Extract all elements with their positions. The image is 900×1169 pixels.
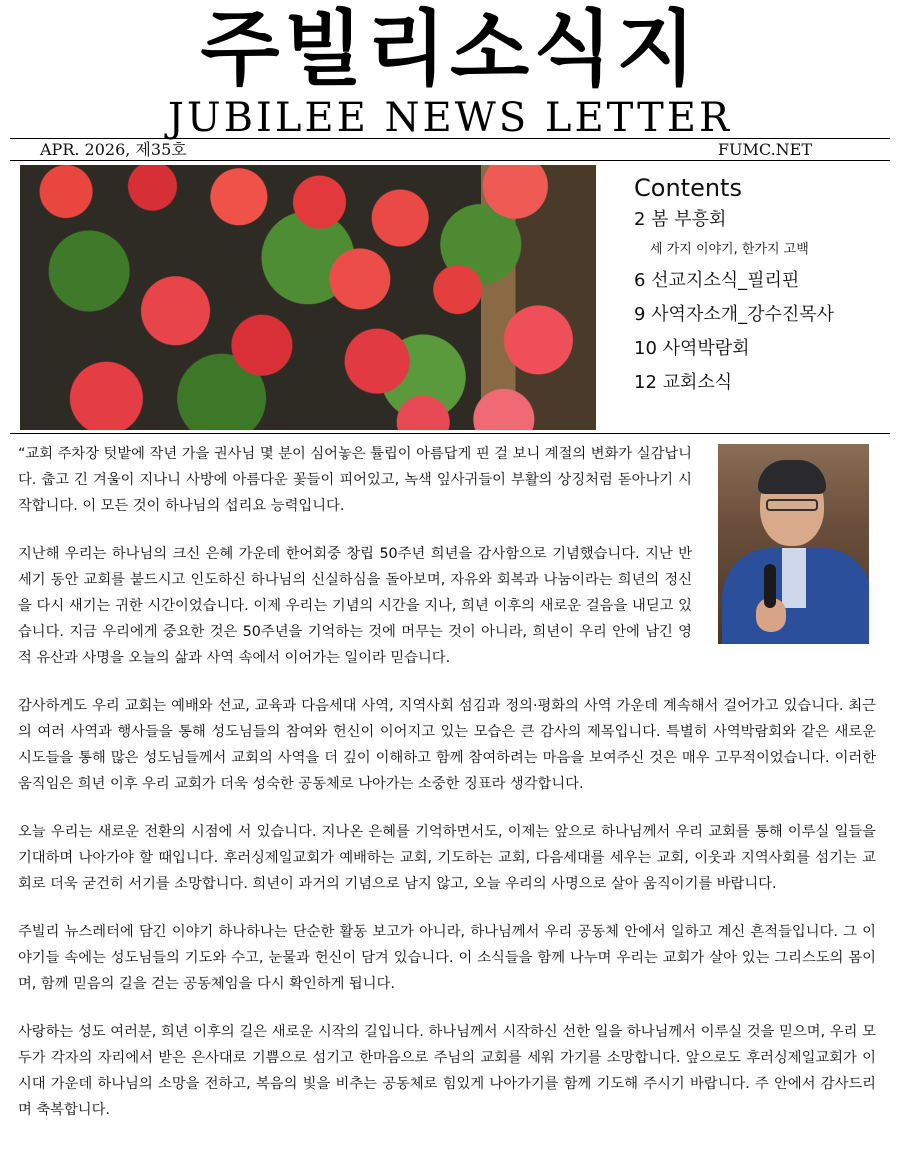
masthead-bottom-rule (10, 160, 890, 161)
issue-date: APR. 2026, 제35호 (40, 140, 187, 159)
article-paragraph: 오늘 우리는 새로운 전환의 시점에 서 있습니다. 지나온 은혜를 기억하면서도, 이제는 앞으로 하나님께서 우리 교회를 통해 이루실 일들을 기대하며 나아가야 할 때입니다. 후러싱제일교회가 예배하는 교회, 기도하는 교회, 다음세대를 세우는 교회, 이웃과 지역사회를 섬기는 교회로 더욱 굳건히 서기를 소망합니다. 희년이 과거의 기념으로 남지 않고, 오늘 우리의 사명으로 살아 움직이기를 바랍니다. (18, 824, 876, 892)
toc-subitem: 세 가지 이야기, 한가지 고백 (650, 242, 809, 257)
toc-item[interactable]: 9 사역자소개_강수진목사 (634, 304, 835, 325)
article-paragraph: 지난해 우리는 하나님의 크신 은혜 가운데 한어회중 창립 50주년 희년을 감사함으로 기념했습니다. 지난 반세기 동안 교회를 붙드시고 인도하신 하나님의 신실하심을 돌아보며, 자유와 회복과 나눔이라는 희년의 정신을 다시 새기는 귀한 시간이었습니다. 이제 우리는 기념의 시간을 지나, 희년 이후의 새로운 걸음을 내딛고 있습니다. 지금 우리에게 중요한 것은 50주년을 기억하는 것에 머무는 것이 아니라, 희년이 우리 안에 남긴 영적 유산과 사명을 오늘의 삶과 사역 속에서 이어가는 일이라 믿습니다. (18, 546, 692, 666)
article-paragraph: 주빌리 뉴스레터에 담긴 이야기 하나하나는 단순한 활동 보고가 아니라, 하나님께서 우리 공동체 안에서 일하고 계신 흔적들입니다. 그 이야기들 속에는 성도님들의 기도와 수고, 눈물과 헌신이 담겨 있습니다. 이 소식들을 함께 나누며 우리는 교회가 살아 있는 그리스도의 몸이며, 함께 믿음의 길을 걷는 공동체임을 다시 확인하게 됩니다. (18, 924, 876, 992)
article-paragraph: 감사하게도 우리 교회는 예배와 선교, 교육과 다음세대 사역, 지역사회 섬김과 정의·평화의 사역 가운데 계속해서 걸어가고 있습니다. 최근의 여러 사역과 행사들을 통해 성도님들의 참여와 헌신이 이어지고 있는 모습은 큰 감사의 제목입니다. 특별히 사역박람회와 같은 새로운 시도들을 통해 많은 성도님들께서 교회의 사역을 더 깊이 이해하고 함께 참여하려는 마음을 보여주신 것은 매우 고무적이었습니다. 이러한 움직임은 희년 이후 우리 교회가 더욱 성숙한 공동체로 나아가는 소중한 징표라 생각합니다. (18, 698, 876, 792)
toc-item[interactable]: 10 사역박람회 (634, 338, 750, 359)
masthead-top-rule (10, 138, 890, 139)
toc-item[interactable]: 12 교회소식 (634, 372, 733, 393)
table-of-contents (634, 208, 894, 395)
article-paragraph: 사랑하는 성도 여러분, 희년 이후의 길은 새로운 시작의 길입니다. 하나님께서 시작하신 선한 일을 하나님께서 이루실 것을 믿으며, 우리 모두가 각자의 자리에서 받은 은사대로 기쁨으로 섬기고 한마음으로 주님의 교회를 세워 가기를 소망합니다. 앞으로도 후러싱제일교회가 이 시대 가운데 하나님의 소망을 전하고, 복음의 빛을 비추는 공동체로 힘있게 나아가기를 함께 기도해 주시기 바랍니다. 주 안에서 감사드리며 축복합니다. (18, 1024, 876, 1118)
contents-heading: Contents (634, 174, 742, 202)
article-paragraph: “교회 주차장 텃밭에 작년 가을 권사님 몇 분이 심어놓은 튤립이 아름답게 핀 걸 보니 계절의 변화가 실감납니다. 춥고 긴 겨울이 지나니 사방에 아름다운 꽃들이 피어있고, 녹색 잎사귀들이 부활의 상징처럼 돋아나기 시작합니다. 이 모든 것이 하나님의 섭리요 능력입니다. (18, 446, 692, 514)
masthead-title-english: JUBILEE NEWS LETTER (167, 95, 733, 141)
toc-item[interactable]: 6 선교지소식_필리핀 (634, 270, 800, 291)
tulip-photo (20, 165, 596, 430)
article-body (18, 441, 876, 1145)
website-label: FUMC.NET (717, 140, 812, 159)
section-rule (10, 433, 890, 434)
toc-item[interactable]: 2 봄 부흥회 (634, 209, 727, 230)
masthead-title-korean: 주빌리소식지 (200, 2, 700, 97)
